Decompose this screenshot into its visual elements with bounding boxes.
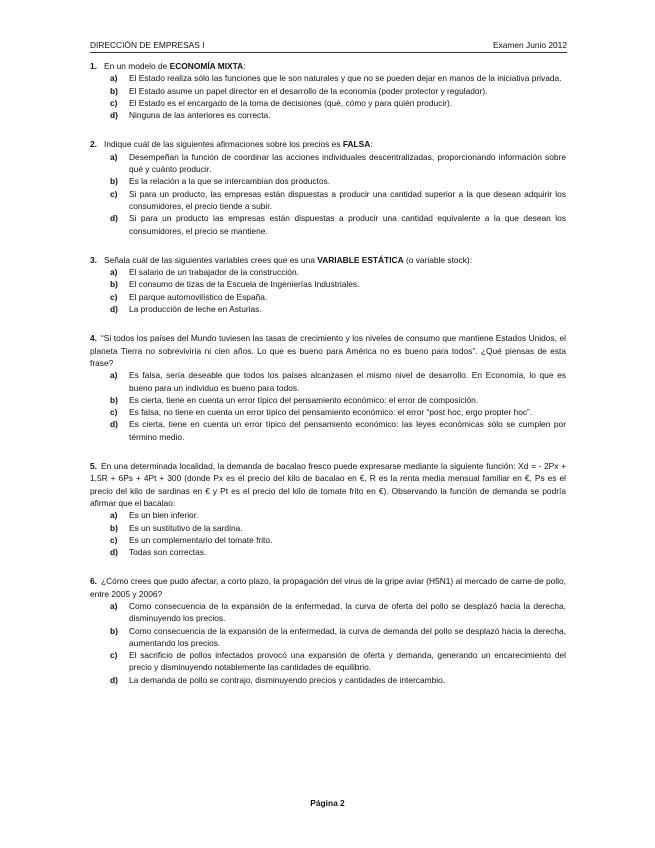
question-keyword: ECONOMÍA MIXTA	[169, 61, 244, 71]
question-text: “Si todos los países del Mundo tuviesen las tasas de crecimiento y los niveles de consumo que mantiene Estados Unidos, el planeta Tierra no sobreviviría ni cien años. Lo que es bueno para América no es bueno para todos”. ¿Qué piensas de esta frase?	[90, 333, 566, 368]
option-b	[110, 278, 566, 290]
option-text: Si para un producto las empresas están dispuestas a producir una cantidad equivalente a la que desean los consumidores, el precio se mantiene.	[129, 213, 566, 236]
option-letter: d)	[110, 213, 118, 224]
question-1	[90, 60, 566, 121]
option-d	[110, 212, 566, 237]
option-letter: b)	[110, 176, 118, 187]
option-text: El consumo de tizas de la Escuela de Ingenierías Industriales.	[129, 279, 360, 290]
option-text: Es falsa, sería deseable que todos los países alcanzasen el mismo nivel de desarrollo. En Economía, lo que es bueno para un individuo es bueno para todos.	[129, 370, 566, 393]
header-exam: Examen Junio 2012	[492, 40, 567, 50]
page-number: Página 2	[310, 798, 345, 808]
header-course: DIRECCIÓN DE EMPRESAS I	[90, 40, 205, 50]
option-letter: d)	[110, 110, 118, 121]
option-b	[110, 175, 566, 187]
option-letter: a)	[110, 267, 118, 278]
question-number: 5.	[90, 461, 97, 472]
option-text: El salario de un trabajador de la construcción.	[129, 267, 299, 278]
option-d	[110, 546, 566, 558]
option-b	[110, 394, 566, 406]
option-letter: b)	[110, 522, 118, 533]
question-2	[90, 138, 566, 236]
question-6	[90, 575, 566, 686]
option-text: La producción de leche en Asturias.	[129, 304, 262, 315]
option-text: Es falsa, no tiene en cuenta un error típico del pensamiento económico: el error “post hoc, ergo propter hoc”.	[129, 407, 533, 418]
option-text: Todas son correctas.	[129, 547, 207, 558]
option-letter: c)	[110, 97, 118, 108]
option-b	[110, 522, 566, 534]
option-letter: c)	[110, 534, 118, 545]
option-a	[110, 369, 566, 394]
option-text: Es un bien inferior.	[129, 510, 199, 521]
option-letter: c)	[110, 650, 118, 661]
question-number: 2.	[90, 139, 97, 150]
option-letter: a)	[110, 510, 118, 521]
option-letter: b)	[110, 279, 118, 290]
option-text: El parque automovilístico de España.	[129, 291, 268, 302]
option-text: La demanda de pollo se contrajo, disminuyendo precios y cantidades de intercambio.	[129, 674, 446, 685]
question-keyword: FALSA	[342, 139, 371, 150]
option-c	[110, 97, 566, 109]
option-d	[110, 109, 566, 121]
option-text: Como consecuencia de la expansión de la enfermedad, la curva de demanda del pollo se desplazó hacia la derecha, aumentando los precios.	[129, 625, 566, 648]
option-text: Es la relación a la que se intercambian dos productos.	[129, 176, 331, 187]
questions	[90, 60, 566, 703]
option-c	[110, 649, 566, 674]
option-c	[110, 291, 566, 303]
option-text: Es cierta, tiene en cuenta un error típico del pensamiento económico: el error de composición.	[129, 394, 479, 405]
option-a	[110, 600, 566, 625]
question-text: En una determinada localidad, la demanda de bacalao fresco puede expresarse mediante la siguiente función: Xd = - 2Px + 1,5R + 6Ps + 4Pt + 300 (donde Px es el precio del kilo de bacalao en €, R es la renta media mensual familiar en €, Ps es el precio del kilo de sardinas en € y Pt es el precio del kilo de tomate frito en €). Observando la función de demanda se podría afirmar que el bacalao:	[90, 461, 566, 508]
question-text: Indique cuál de las siguientes afirmaciones sobre los precios es FALSA:	[104, 139, 373, 150]
option-text: Desempeñan la función de coordinar las acciones individuales descentralizadas, proporcionando información sobre qué y cuánto producir.	[129, 151, 566, 175]
option-letter: b)	[110, 625, 118, 636]
option-text: El Estado asume un papel director en el desarrollo de la economía (poder protector y regulador).	[129, 85, 488, 96]
option-text: Si para un producto, las empresas están dispuestas a producir una cantidad superior a la que desean adquirir los consumidores, el precio tiende a subir.	[129, 188, 566, 211]
option-letter: a)	[110, 73, 118, 84]
option-text: Ninguna de las anteriores es correcta.	[129, 110, 271, 121]
option-c	[110, 406, 566, 418]
question-number: 6.	[90, 576, 97, 587]
option-b	[110, 625, 566, 650]
option-c	[110, 188, 566, 213]
option-letter: c)	[110, 188, 118, 199]
option-text: El sacrificio de pollos infectados provocó una expansión de oferta y demanda, generando un encarecimiento del precio y disminuyendo notablemente las cantidades de equilibrio.	[129, 650, 566, 673]
option-text: Es cierta, tiene en cuenta un error típico del pensamiento económico: las leyes económicas sólo se cumplen por término medio.	[129, 419, 566, 442]
question-number: 4.	[90, 333, 97, 344]
option-text: Es un sustitutivo de la sardina.	[129, 522, 243, 533]
option-text: El Estado es el encargado de la toma de decisiones (qué, cómo y para quién producir).	[129, 97, 453, 108]
option-text: Es un complementario del tomate frito.	[129, 534, 273, 545]
question-5	[90, 460, 566, 558]
option-a	[110, 72, 566, 84]
option-letter: a)	[110, 151, 118, 162]
option-d	[110, 418, 566, 443]
question-number: 3.	[90, 254, 97, 265]
option-letter: d)	[110, 304, 118, 315]
question-text: ¿Cómo crees que pudo afectar, a corto plazo, la propagación del virus de la gripe aviar (H5N1) al mercado de carne de pollo, entre 2005 y 2006?	[90, 576, 566, 599]
option-a	[110, 151, 566, 176]
option-letter: c)	[110, 407, 118, 418]
option-letter: d)	[110, 674, 118, 685]
option-letter: d)	[110, 419, 118, 430]
option-letter: a)	[110, 370, 118, 381]
option-b	[110, 85, 566, 97]
option-c	[110, 534, 566, 546]
option-letter: b)	[110, 394, 118, 405]
question-3	[90, 254, 566, 315]
option-a	[110, 266, 566, 278]
option-letter: c)	[110, 291, 118, 302]
option-letter: d)	[110, 547, 118, 558]
question-number: 1.	[90, 61, 97, 71]
option-letter: b)	[110, 85, 118, 96]
question-keyword: VARIABLE ESTÁTICA	[317, 254, 404, 265]
option-d	[110, 303, 566, 315]
question-4	[90, 332, 566, 443]
question-text: Señala cuál de las siguientes variables crees que es una VARIABLE ESTÁTICA (o variable stock):	[104, 254, 473, 265]
question-text: En un modelo de ECONOMÍA MIXTA:	[104, 61, 246, 71]
option-letter: a)	[110, 600, 118, 611]
option-text: El Estado realiza sólo las funciones que le son naturales y que no se pueden dejar en manos de la iniciativa privada.	[129, 73, 562, 84]
option-a	[110, 509, 566, 521]
option-text: Como consecuencia de la expansión de la enfermedad, la curva de oferta del pollo se desplazó hacia la derecha, disminuyendo los precios.	[129, 600, 566, 624]
option-d	[110, 674, 566, 686]
page-header	[90, 40, 567, 53]
